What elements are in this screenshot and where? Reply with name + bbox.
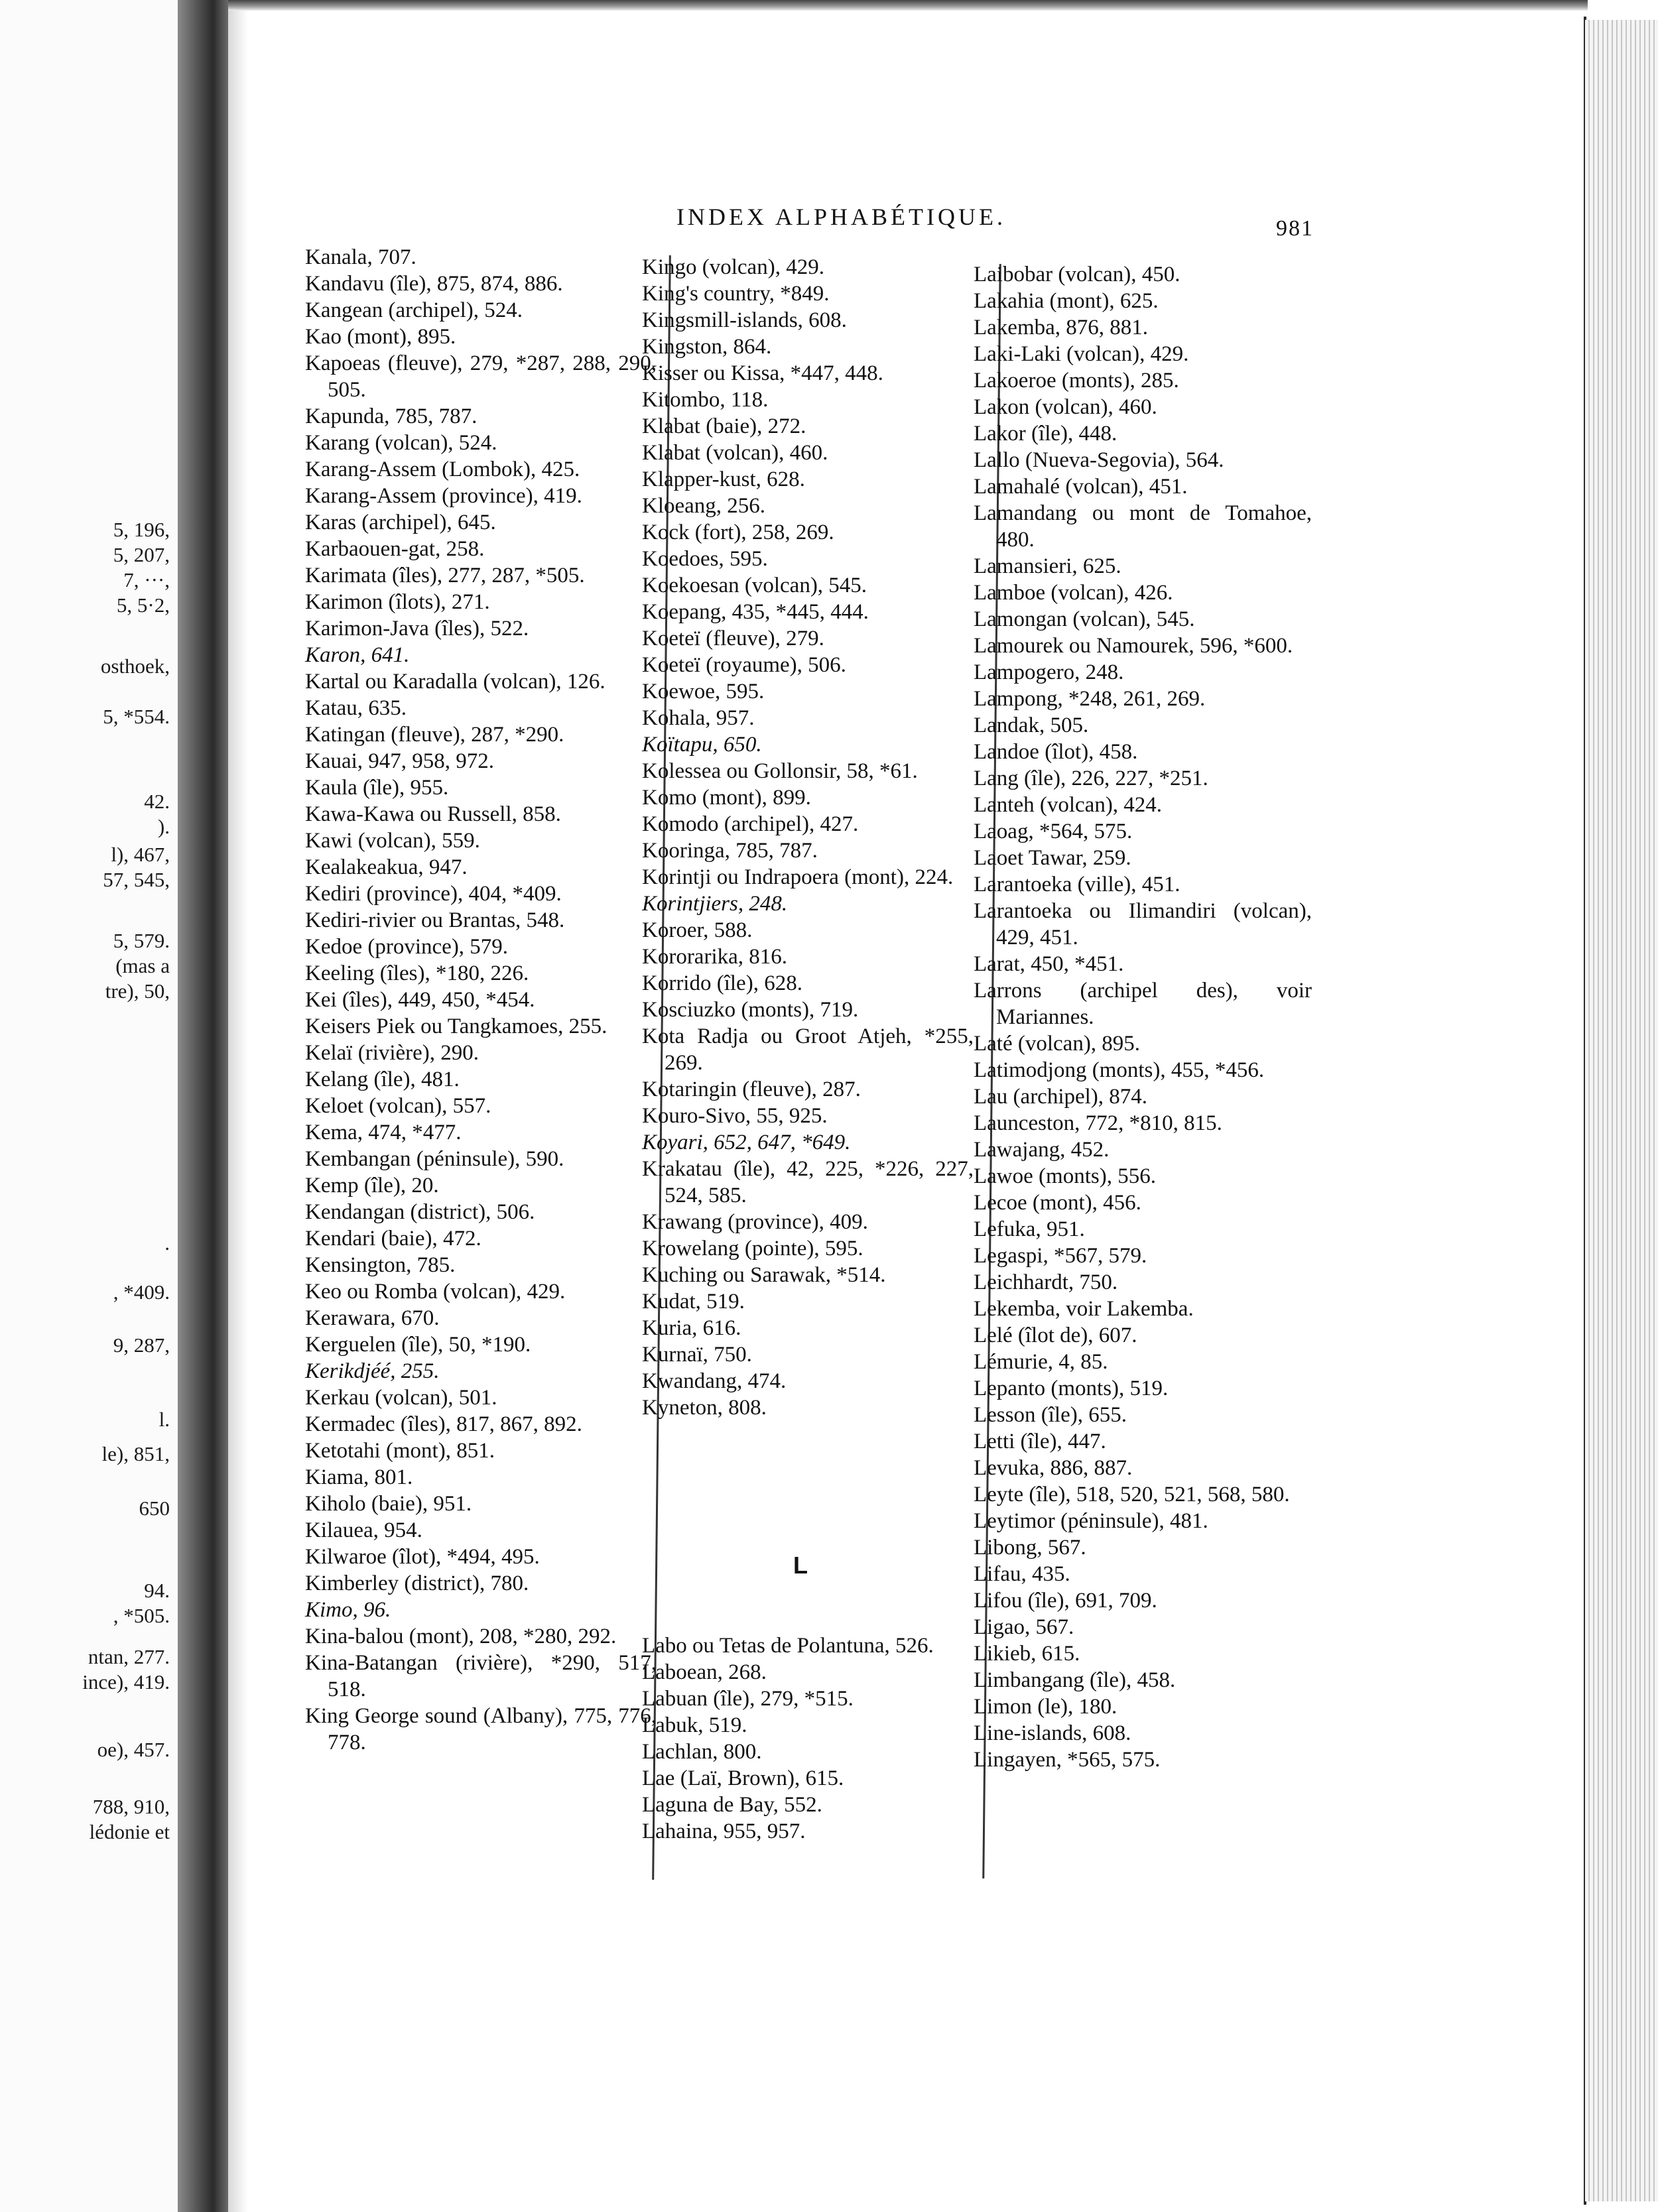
index-entry: Kerikdjéé, 255. [305,1359,440,1383]
index-entry: Koepang, 435, *445, 444. [642,600,869,624]
index-entry: Lakoeroe (monts), 285. [974,369,1179,393]
left-page-text-fragment: le), 851, [101,1442,170,1465]
index-entry: Kosciuzko (monts), 719. [642,998,859,1022]
index-entry: Kooringa, 785, 787. [642,839,818,863]
index-entry: Katingan (fleuve), 287, *290. [305,723,564,747]
index-entry: Kerawara, 670. [305,1306,440,1330]
index-entry: Kimberley (district), 780. [305,1571,529,1595]
left-page-text-fragment: l. [159,1408,170,1431]
left-page-text-fragment: 5, 5·2, [116,593,170,617]
index-column-3 [974,261,1312,1773]
index-entry: Krakatau (île), 42, 225, *226, 227, 524, 585. [642,1157,974,1207]
index-entry: Kwandang, 474. [642,1369,787,1393]
index-entry: Koeteï (fleuve), 279. [642,627,824,650]
index-entry: Kloeang, 256. [642,494,766,518]
index-entry: Kaula (île), 955. [305,776,449,800]
index-entry: Karas (archipel), 645. [305,511,496,534]
index-entry: Keo ou Romba (volcan), 429. [305,1280,566,1304]
index-entry: Letti (île), 447. [974,1430,1106,1453]
index-entry: Kawi (volcan), 559. [305,829,480,853]
index-entry: Klabat (baie), 272. [642,414,806,438]
index-entry: Ketotahi (mont), 851. [305,1439,495,1463]
index-entry: Lingayen, *565, 575. [974,1748,1161,1772]
index-entry: Kingston, 864. [642,335,772,359]
index-entry: Karimon-Java (îles), 522. [305,617,529,641]
index-entry: Koekoesan (volcan), 545. [642,574,867,597]
index-entry: Lamahalé (volcan), 451. [974,475,1188,499]
index-entry: Kemp (île), 20. [305,1174,439,1198]
index-entry: Lawoe (monts), 556. [974,1164,1156,1188]
index-entry: Lémurie, 4, 85. [974,1350,1108,1374]
index-entry: Laki-Laki (volcan), 429. [974,342,1189,366]
index-entry: Lelé (îlot de), 607. [974,1323,1137,1347]
index-entry: Landak, 505. [974,713,1089,737]
index-entry: Laoag, *564, 575. [974,820,1133,843]
index-entry: Kapunda, 785, 787. [305,404,478,428]
left-page-fragment [0,0,178,2212]
left-page-text-fragment: 650 [139,1497,170,1520]
index-entry: Krowelang (pointe), 595. [642,1237,863,1260]
index-entry: Kororarika, 816. [642,945,788,969]
index-column-1 [305,244,657,1756]
left-page-text-fragment: 5, 207, [113,543,170,566]
index-entry: Lakon (volcan), 460. [974,395,1157,419]
index-entry: Kerguelen (île), 50, *190. [305,1333,531,1357]
index-entry: Karimon (îlots), 271. [305,590,490,614]
index-entry: Landoe (îlot), 458. [974,740,1138,764]
index-entry: Kedoe (province), 579. [305,935,509,959]
index-entry: Karimata (îles), 277, 287, *505. [305,564,585,587]
left-page-text-fragment: l), 467, [111,843,170,866]
index-entry: Lecoe (mont), 456. [974,1191,1141,1215]
index-entry: Lamandang ou mont de Tomahoe, 480. [974,501,1312,552]
index-entry: Lallo (Nueva-Segovia), 564. [974,448,1224,472]
index-entry: Klapper-kust, 628. [642,467,805,491]
index-entry: Koedoes, 595. [642,547,768,571]
index-entry: Kingo (volcan), 429. [642,255,824,279]
index-entry: Lampong, *248, 261, 269. [974,687,1206,711]
index-entry: Koroer, 588. [642,918,753,942]
index-entry: Kediri (province), 404, *409. [305,882,562,906]
index-entry: Lakor (île), 448. [974,422,1117,446]
index-entry: Karang (volcan), 524. [305,431,497,455]
index-entry: Koewoe, 595. [642,680,765,704]
index-entry: Kealakeakua, 947. [305,855,468,879]
left-page-text-fragment: , *409. [113,1280,170,1304]
left-page-text-fragment: 94. [144,1579,170,1602]
index-entry: Line-islands, 608. [974,1721,1131,1745]
index-entry: Leichhardt, 750. [974,1270,1118,1294]
left-page-text-fragment: . [164,1231,170,1255]
index-entry: Larantoeka (ville), 451. [974,873,1180,896]
index-entry: Larrons (archipel des), voir Mariannes. [974,979,1312,1029]
index-entry: Komodo (archipel), 427. [642,812,859,836]
index-entry: Kei (îles), 449, 450, *454. [305,988,535,1012]
index-entry: Kembangan (péninsule), 590. [305,1147,564,1171]
index-entry: Korintjiers, 248. [642,892,788,916]
index-entry: Laté (volcan), 895. [974,1032,1141,1056]
index-entry: Lamboe (volcan), 426. [974,581,1173,605]
index-entry: Krawang (province), 409. [642,1210,868,1234]
index-entry: Launceston, 772, *810, 815. [974,1111,1222,1135]
index-entry: Levuka, 886, 887. [974,1456,1133,1480]
index-entry: Kouro-Sivo, 55, 925. [642,1104,828,1128]
index-entry: Komo (mont), 899. [642,786,811,810]
index-entry: Koïtapu, 650. [642,733,762,757]
index-entry: Kurnaï, 750. [642,1343,752,1367]
index-entry: Lau (archipel), 874. [974,1085,1148,1109]
index-entry: Laibobar (volcan), 450. [974,263,1180,286]
index-entry: Korrido (île), 628. [642,971,802,995]
index-entry: Kandavu (île), 875, 874, 886. [305,272,563,296]
book-gutter [178,0,228,2212]
left-page-text-fragment: (mas a [115,954,170,977]
index-entry: King George sound (Albany), 775, 776, 778. [305,1704,657,1754]
index-entry: Kanala, 707. [305,245,416,269]
index-entry: Koyari, 652, 647, *649. [642,1131,851,1154]
index-entry: Koeteï (royaume), 506. [642,653,846,677]
index-entry: Lakemba, 876, 881. [974,316,1149,339]
left-page-text-fragment: oe), 457. [97,1738,170,1761]
index-entry: Klabat (volcan), 460. [642,441,828,465]
index-entry: Lifau, 435. [974,1562,1070,1586]
index-entry: Larat, 450, *451. [974,952,1124,976]
index-entry: Kiholo (baie), 951. [305,1492,472,1516]
index-entry: Lampogero, 248. [974,660,1124,684]
page-top-edge [228,0,1588,11]
left-page-text-fragment: 9, 287, [113,1333,170,1357]
index-entry: Leyte (île), 518, 520, 521, 568, 580. [974,1483,1290,1506]
index-entry: Kensington, 785. [305,1253,456,1277]
index-entry: Kilwaroe (îlot), *494, 495. [305,1545,540,1569]
left-page-text-fragment: osthoek, [100,654,170,678]
index-entry: Kermadec (îles), 817, 867, 892. [305,1412,582,1436]
section-letter: L [793,1552,808,1579]
index-entry: Kema, 474, *477. [305,1121,462,1144]
index-entry: Kediri-rivier ou Brantas, 548. [305,908,565,932]
index-entry: Korintji ou Indrapoera (mont), 224. [642,865,954,889]
index-entry: Leytimor (péninsule), 481. [974,1509,1208,1533]
index-entry: Lifou (île), 691, 709. [974,1589,1157,1613]
index-entry: Lakahia (mont), 625. [974,289,1159,313]
index-entry: Kohala, 957. [642,706,755,730]
index-entry: Limbangang (île), 458. [974,1668,1176,1692]
index-entry: Kina-balou (mont), 208, *280, 292. [305,1625,617,1648]
index-entry: Laboean, 268. [642,1660,767,1684]
index-entry: Lanteh (volcan), 424. [974,793,1163,817]
index-entry: Lae (Laï, Brown), 615. [642,1766,844,1790]
index-entry: Kilauea, 954. [305,1518,422,1542]
index-entry: Limon (le), 180. [974,1695,1117,1719]
index-entry: King's country, *849. [642,282,830,306]
index-entry: Kawa-Kawa ou Russell, 858. [305,802,561,826]
index-entry: Keloet (volcan), 557. [305,1094,491,1118]
left-page-text-fragment: 7, ···, [123,568,170,591]
index-entry: Kapoeas (fleuve), 279, *287, 288, 290, 505. [305,351,657,402]
left-page-text-fragment: 5, 579. [113,929,170,952]
page-fore-edge [1585,20,1658,2201]
page-number: 981 [1276,216,1314,241]
index-entry: Karon, 641. [305,643,410,667]
index-entry: Kelaï (rivière), 290. [305,1041,479,1065]
index-entry: Kuria, 616. [642,1316,741,1340]
index-entry: Kyneton, 808. [642,1396,767,1420]
index-entry: Lesson (île), 655. [974,1403,1127,1427]
index-entry: Karbaouen-gat, 258. [305,537,485,561]
index-entry: Lefuka, 951. [974,1217,1085,1241]
index-entry: Kimo, 96. [305,1598,391,1622]
index-entry: Latimodjong (monts), 455, *456. [974,1058,1265,1082]
left-page-text-fragment: lédonie et [89,1820,170,1843]
index-entry: Lang (île), 226, 227, *251. [974,767,1208,790]
index-entry: Lachlan, 800. [642,1740,762,1764]
left-page-text-fragment: 5, 196, [113,518,170,541]
index-entry: Kock (fort), 258, 269. [642,521,834,544]
index-entry: Laguna de Bay, 552. [642,1793,822,1817]
left-page-text-fragment: ntan, 277. [88,1645,170,1668]
index-entry: Lamongan (volcan), 545. [974,607,1195,631]
left-page-text-fragment: ). [157,815,170,838]
index-entry: Kotaringin (fleuve), 287. [642,1077,861,1101]
index-entry: Lekemba, voir Lakemba. [974,1297,1194,1321]
index-entry: Larantoeka ou Ilimandiri (volcan), 429, 451. [974,899,1312,950]
index-entry: Labuk, 519. [642,1713,747,1737]
index-entry: Kerkau (volcan), 501. [305,1386,497,1410]
index-entry: Karang-Assem (Lombok), 425. [305,458,580,481]
running-head: INDEX ALPHABÉTIQUE. [676,204,1006,230]
index-entry: Kauai, 947, 958, 972. [305,749,495,773]
index-entry: Lamourek ou Namourek, 596, *600. [974,634,1293,658]
index-entry: Ligao, 567. [974,1615,1074,1639]
index-column-2-k-entries [642,254,974,1421]
index-entry: Labo ou Tetas de Polantuna, 526. [642,1634,934,1658]
index-entry: Laoet Tawar, 259. [974,846,1131,870]
index-entry: Kisser ou Kissa, *447, 448. [642,361,883,385]
index-entry: Lahaina, 955, 957. [642,1819,806,1843]
left-page-text-fragment: ince), 419. [82,1670,170,1693]
index-entry: Kuching ou Sarawak, *514. [642,1263,886,1287]
index-entry: Kota Radja ou Groot Atjeh, *255, 269. [642,1024,974,1075]
index-entry: Katau, 635. [305,696,407,720]
left-page-text-fragment: 42. [144,790,170,813]
index-entry: Kelang (île), 481. [305,1068,460,1091]
index-entry: Kiama, 801. [305,1465,413,1489]
index-entry: Lepanto (monts), 519. [974,1377,1169,1400]
index-entry: Labuan (île), 279, *515. [642,1687,854,1711]
left-page-text-fragment: , *505. [113,1604,170,1627]
index-entry: Lamansieri, 625. [974,554,1121,578]
index-entry: Karang-Assem (province), 419. [305,484,582,508]
index-column-2-l-entries [642,1632,974,1845]
index-entry: Keisers Piek ou Tangkamoes, 255. [305,1014,607,1038]
gutter-shadow [228,0,248,2212]
index-entry: Kendangan (district), 506. [305,1200,535,1224]
left-page-text-fragment: 788, 910, [92,1795,170,1818]
index-entry: Kina-Batangan (rivière), *290, 517, 518. [305,1651,657,1701]
left-page-text-fragment: tre), 50, [105,979,170,1003]
index-entry: Kingsmill-islands, 608. [642,308,847,332]
index-entry: Kitombo, 118. [642,388,769,412]
index-entry: Kendari (baie), 472. [305,1227,481,1251]
left-page-text-fragment: 5, *554. [103,705,170,728]
index-column-2 [642,254,974,1421]
index-entry: Keeling (îles), *180, 226. [305,961,529,985]
index-entry: Legaspi, *567, 579. [974,1244,1147,1268]
index-entry: Kangean (archipel), 524. [305,298,523,322]
index-entry: Likieb, 615. [974,1642,1080,1666]
index-entry: Kao (mont), 895. [305,325,456,349]
index-entry: Kartal ou Karadalla (volcan), 126. [305,670,606,694]
left-page-text-fragment: 57, 545, [103,868,170,891]
index-entry: Kolessea ou Gollonsir, 58, *61. [642,759,918,783]
index-entry: Libong, 567. [974,1536,1086,1560]
index-entry: Kudat, 519. [642,1290,745,1314]
index-entry: Lawajang, 452. [974,1138,1110,1162]
